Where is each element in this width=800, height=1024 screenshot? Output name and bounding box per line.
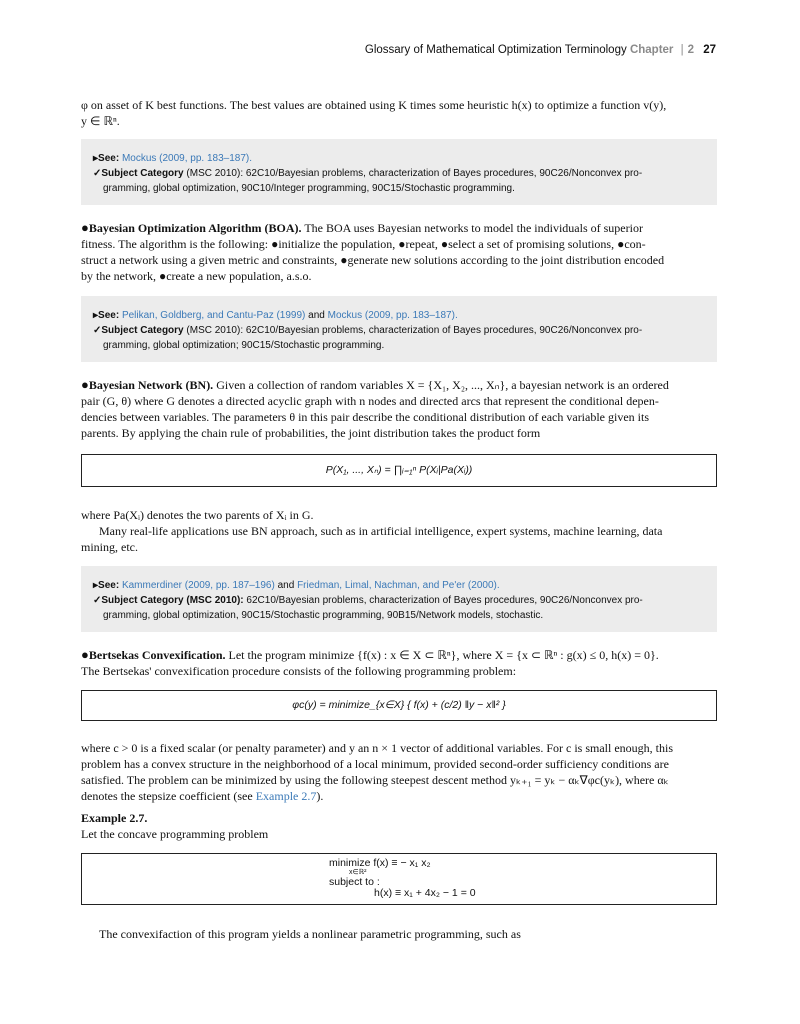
- equation-line: subject to :: [329, 876, 380, 888]
- bertsekas-paragraph: ●Bertsekas Convexification. Let the program minimize {f(x) : x ∈ X ⊂ ℝⁿ}, where X = {x ⊂ ℝⁿ : g(x) ≤ 0, h(x) = 0}. The Bertsekas' convexification procedure consists of the following programming problem:: [81, 647, 717, 679]
- see-and: and: [308, 310, 325, 321]
- bert-after-line: where c > 0 is a fixed scalar (or penalty parameter) and y an n × 1 vector of additional variables. For c is small enough, this: [81, 741, 674, 755]
- subject-text: gramming, global optimization, 90C15/Stochastic programming, 90B15/Network models, stochastic.: [103, 610, 544, 621]
- term-heading: Bayesian Network (BN).: [88, 378, 214, 392]
- equation-box: [81, 454, 717, 487]
- subject-text: gramming, global optimization; 90C15/Stochastic programming.: [103, 340, 385, 351]
- subject-text: 62C10/Bayesian problems, characterization of Bayes procedures, 90C26/Nonconvex pro-: [246, 595, 643, 606]
- reference-link[interactable]: Mockus (2009, pp. 183–187).: [327, 310, 458, 321]
- page-number: 27: [703, 44, 716, 56]
- equation-line: h(x) ≡ x₁ + 4x₂ − 1 = 0: [374, 887, 476, 899]
- bn-line: parents. By applying the chain rule of probabilities, the joint distribution takes the product form: [81, 426, 541, 440]
- boa-paragraph: ●Bayesian Optimization Algorithm (BOA). The BOA uses Bayesian networks to model the individuals of superior fitness. The algorithm is the following: ●initialize the population, ●repeat, ●select a set of promising solutions, ●con- struct a network using a given metric and constraints, ●generate new solutions according to the joint distribution encoded by the network, ●create a new population, a.s.o.: [81, 220, 717, 284]
- example-title: Example 2.7.: [81, 811, 148, 825]
- bert-after-line: denotes the stepsize coefficient (see: [81, 789, 253, 803]
- subject-text: (MSC 2010): 62C10/Bayesian problems, characterization of Bayes procedures, 90C26/Nonconvex pro-: [186, 325, 643, 336]
- bert-line: The Bertsekas' convexification procedure consists of the following programming problem:: [81, 664, 517, 678]
- header-title: Glossary of Mathematical Optimization Terminology: [364, 44, 627, 56]
- see-label: ▸See:: [93, 310, 120, 321]
- bn-after-line: Many real-life applications use BN approach, such as in artificial intelligence, expert systems, machine learning, data: [99, 524, 663, 538]
- reference-box: [81, 296, 717, 362]
- bertsekas-after-paragraph: [81, 740, 717, 804]
- reference-link[interactable]: Friedman, Limal, Nachman, and Pe'er (2000).: [297, 580, 500, 591]
- reference-link[interactable]: Pelikan, Goldberg, and Cantu-Paz (1999): [121, 310, 306, 321]
- bn-line: dencies between variables. The parameters θ in this pair describe the conditional distribution of each variable given its: [81, 410, 650, 424]
- bn-after-line: mining, etc.: [81, 540, 138, 554]
- bert-after-line: problem has a convex structure in the neighborhood of a local minimum, provided second-order sufficiency conditions are: [81, 757, 669, 771]
- bert-after-line: satisfied. The problem can be minimized by using the following steepest descent method yₖ₊₁ = yₖ − αₖ∇φc(yₖ), where αₖ: [81, 773, 669, 787]
- closing-paragraph: [81, 926, 717, 942]
- subject-category-label: ✓Subject Category: [93, 325, 184, 336]
- term-heading: Bayesian Optimization Algorithm (BOA).: [88, 221, 302, 235]
- example-link[interactable]: Example 2.7: [255, 789, 317, 803]
- equation-box: [81, 853, 717, 905]
- equation: P(X₁, ..., Xₙ) = ∏ᵢ₌₁ⁿ P(Xᵢ|Pa(Xᵢ)): [325, 464, 473, 476]
- boa-line: by the network, ●create a new population, a.s.o.: [81, 269, 312, 283]
- boa-line: fitness. The algorithm is the following: ●initialize the population, ●repeat, ●select a set of promising solutions, ●con-: [81, 237, 646, 251]
- see-label: ▸See:: [93, 153, 120, 164]
- equation-line: minimize f(x) ≡ − x₁ x₂: [329, 857, 431, 869]
- subject-text: gramming, global optimization, 90C10/Integer programming, 90C15/Stochastic programming.: [103, 183, 515, 194]
- intro-paragraph: [81, 97, 717, 129]
- bert-line: Let the program minimize {f(x) : x ∈ X ⊂ ℝⁿ}, where X = {x ⊂ ℝⁿ : g(x) ≤ 0, h(x) = 0}.: [228, 648, 659, 662]
- reference-box: [81, 566, 717, 632]
- equation: φc(y) = minimize_{x∈X} { f(x) + (c/2) ‖y − x‖² }: [292, 699, 506, 711]
- bn-line: Given a collection of random variables X = {X₁, X₂, ..., Xₙ}, a bayesian network is an ordered: [216, 378, 669, 392]
- intro-line: y ∈ ℝⁿ.: [81, 114, 120, 128]
- subject-category-label: ✓Subject Category: [93, 168, 184, 179]
- boa-line: struct a network using a given metric and constraints, ●generate new solutions according to the joint distribution encoded: [81, 253, 665, 267]
- header-chapter-number: 2: [687, 44, 694, 56]
- example-block: [81, 810, 717, 842]
- term-heading: Bertsekas Convexification.: [88, 648, 226, 662]
- closing-line: The convexifaction of this program yields a nonlinear parametric programming, such as: [99, 927, 521, 941]
- bn-paragraph: ●Bayesian Network (BN). Given a collection of random variables X = {X₁, X₂, ..., Xₙ}, a bayesian network is an ordered pair (G, θ) where G denotes a directed acyclic graph with n nodes and directed arcs that represent the conditional depen- dencies between variables. The parameters θ in this pair describe the conditional distribution of each variable given its parents. By applying the chain rule of probabilities, the joint distribution takes the product form: [81, 377, 717, 441]
- bn-line: pair (G, θ) where G denotes a directed acyclic graph with n nodes and directed arcs that represent the conditional depen-: [81, 394, 659, 408]
- see-and: and: [277, 580, 295, 591]
- reference-link[interactable]: Mockus (2009, pp. 183–187).: [121, 153, 253, 164]
- bn-after-line: where Pa(Xᵢ) denotes the two parents of Xᵢ in G.: [81, 508, 314, 522]
- reference-box: [81, 139, 717, 205]
- intro-line: φ on asset of K best functions. The best values are obtained using K times some heuristic h(x) to optimize a function v(y),: [81, 98, 667, 112]
- header-separator: |: [680, 44, 684, 56]
- header-chapter-label: Chapter: [629, 44, 674, 56]
- equation-subscript: x∈ℝ²: [349, 869, 367, 876]
- example-intro: Let the concave programming problem: [81, 827, 269, 841]
- reference-link[interactable]: Kammerdiner (2009, pp. 187–196): [121, 580, 275, 591]
- running-header: [365, 44, 716, 56]
- see-label: ▸See:: [93, 580, 120, 591]
- boa-line: The BOA uses Bayesian networks to model the individuals of superior: [304, 221, 643, 235]
- equation-box: [81, 690, 717, 721]
- bert-after-tail: ).: [316, 789, 324, 803]
- subject-text: (MSC 2010): 62C10/Bayesian problems, characterization of Bayes procedures, 90C26/Nonconvex pro-: [186, 168, 643, 179]
- subject-category-label: ✓Subject Category (MSC 2010):: [93, 595, 244, 606]
- bn-after-paragraph: [81, 507, 717, 555]
